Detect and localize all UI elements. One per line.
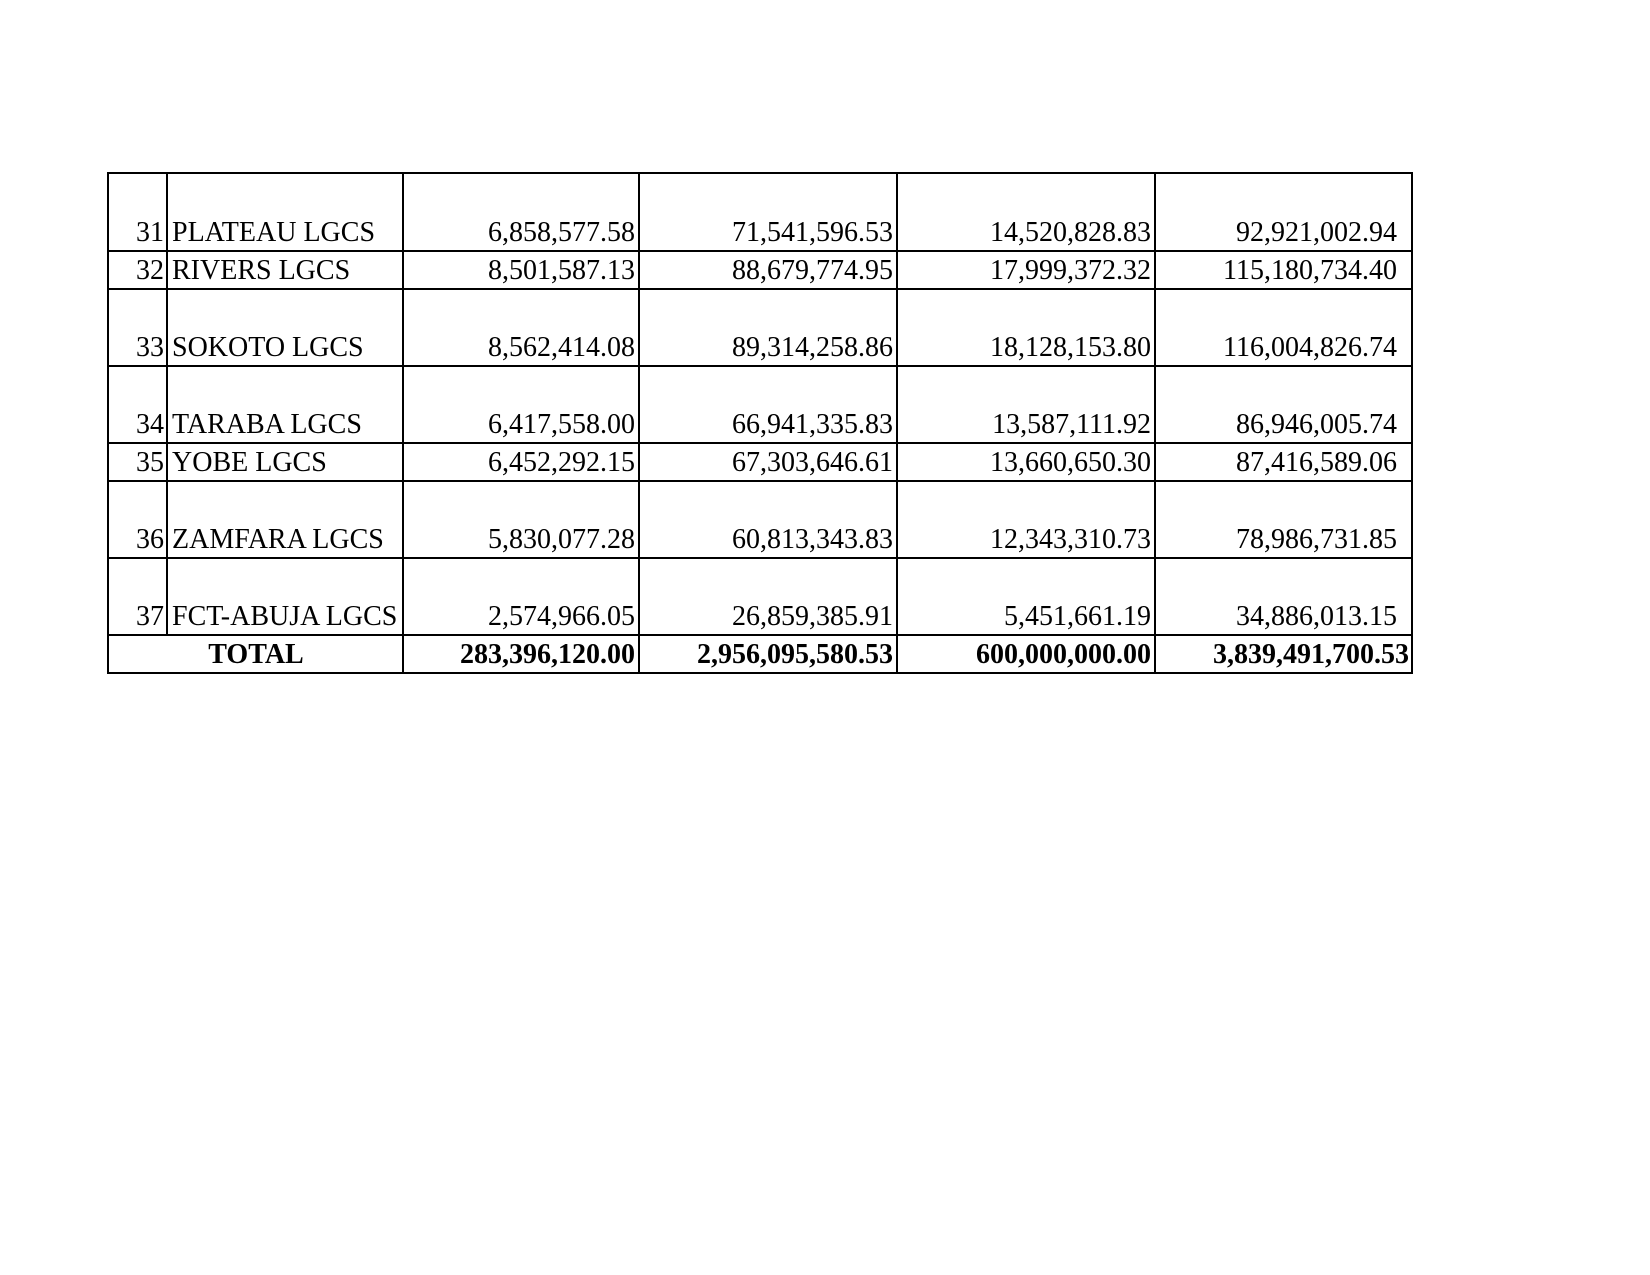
row-number: 36 — [108, 481, 167, 558]
amount-col-2: 67,303,646.61 — [639, 443, 897, 481]
amount-total: 78,986,731.85 — [1155, 481, 1412, 558]
amount-col-3: 5,451,661.19 — [897, 558, 1155, 635]
amount-col-2: 89,314,258.86 — [639, 289, 897, 366]
total-col-1: 283,396,120.00 — [403, 635, 639, 673]
amount-col-3: 17,999,372.32 — [897, 251, 1155, 289]
amount-total: 92,921,002.94 — [1155, 173, 1412, 251]
lgc-name: YOBE LGCS — [167, 443, 403, 481]
total-row — [108, 635, 1412, 673]
amount-col-2: 66,941,335.83 — [639, 366, 897, 443]
amount-col-2: 71,541,596.53 — [639, 173, 897, 251]
amount-col-1: 8,501,587.13 — [403, 251, 639, 289]
amount-col-1: 2,574,966.05 — [403, 558, 639, 635]
row-number: 33 — [108, 289, 167, 366]
row-number: 37 — [108, 558, 167, 635]
table-row-34 — [108, 366, 1412, 443]
row-number: 31 — [108, 173, 167, 251]
table-row-33 — [108, 289, 1412, 366]
amount-col-3: 12,343,310.73 — [897, 481, 1155, 558]
total-col-3: 600,000,000.00 — [897, 635, 1155, 673]
amount-col-3: 13,587,111.92 — [897, 366, 1155, 443]
amount-total: 116,004,826.74 — [1155, 289, 1412, 366]
amount-col-3: 14,520,828.83 — [897, 173, 1155, 251]
table-row-37 — [108, 558, 1412, 635]
amount-col-1: 6,417,558.00 — [403, 366, 639, 443]
amount-col-1: 8,562,414.08 — [403, 289, 639, 366]
lgc-name: PLATEAU LGCS — [167, 173, 403, 251]
amount-total: 87,416,589.06 — [1155, 443, 1412, 481]
lgc-name: SOKOTO LGCS — [167, 289, 403, 366]
table-row-31 — [108, 173, 1412, 251]
amount-col-1: 5,830,077.28 — [403, 481, 639, 558]
table-row-32 — [108, 251, 1412, 289]
grand-total: 3,839,491,700.53 — [1155, 635, 1412, 673]
lgc-name: TARABA LGCS — [167, 366, 403, 443]
amount-total: 86,946,005.74 — [1155, 366, 1412, 443]
total-col-2: 2,956,095,580.53 — [639, 635, 897, 673]
row-number: 34 — [108, 366, 167, 443]
table-row-35 — [108, 443, 1412, 481]
allocation-table — [107, 172, 1413, 674]
lgc-name: RIVERS LGCS — [167, 251, 403, 289]
amount-col-2: 60,813,343.83 — [639, 481, 897, 558]
lgc-name: FCT-ABUJA LGCS — [167, 558, 403, 635]
row-number: 35 — [108, 443, 167, 481]
total-label: TOTAL — [108, 635, 403, 673]
table-row-36 — [108, 481, 1412, 558]
amount-col-2: 88,679,774.95 — [639, 251, 897, 289]
row-number: 32 — [108, 251, 167, 289]
amount-col-3: 13,660,650.30 — [897, 443, 1155, 481]
amount-col-2: 26,859,385.91 — [639, 558, 897, 635]
amount-total: 34,886,013.15 — [1155, 558, 1412, 635]
amount-col-3: 18,128,153.80 — [897, 289, 1155, 366]
amount-total: 115,180,734.40 — [1155, 251, 1412, 289]
amount-col-1: 6,858,577.58 — [403, 173, 639, 251]
amount-col-1: 6,452,292.15 — [403, 443, 639, 481]
lgc-name: ZAMFARA LGCS — [167, 481, 403, 558]
